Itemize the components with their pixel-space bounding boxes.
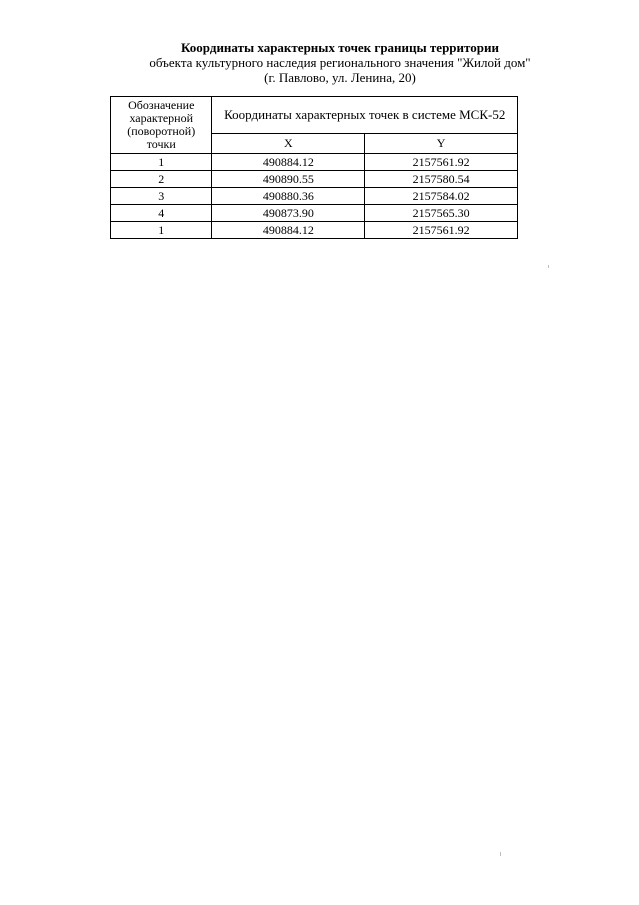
- table-row: [111, 188, 518, 205]
- cell-point: 1: [111, 154, 212, 171]
- document-title: [110, 40, 570, 85]
- cell-y: 2157565.30: [365, 205, 518, 222]
- table-row: [111, 171, 518, 188]
- table-row: [111, 205, 518, 222]
- scan-speck: [548, 265, 549, 268]
- header-coordinate-system: Координаты характерных точек в системе МСК-52: [212, 97, 518, 134]
- cell-y: 2157584.02: [365, 188, 518, 205]
- header-point-line: (поворотной): [127, 124, 196, 138]
- title-line-1: Координаты характерных точек границы территории: [181, 40, 499, 55]
- header-y: Y: [365, 134, 518, 154]
- cell-x: 490873.90: [212, 205, 365, 222]
- cell-point: 1: [111, 222, 212, 239]
- header-point-line: точки: [146, 137, 176, 151]
- cell-x: 490880.36: [212, 188, 365, 205]
- cell-point: 4: [111, 205, 212, 222]
- title-line-2: объекта культурного наследия регионального значения "Жилой дом": [149, 55, 531, 70]
- cell-x: 490890.55: [212, 171, 365, 188]
- cell-y: 2157561.92: [365, 222, 518, 239]
- cell-x: 490884.12: [212, 154, 365, 171]
- cell-x: 490884.12: [212, 222, 365, 239]
- title-line-3: (г. Павлово, ул. Ленина, 20): [264, 70, 416, 85]
- cell-point: 3: [111, 188, 212, 205]
- scan-speck: [500, 852, 501, 856]
- cell-y: 2157580.54: [365, 171, 518, 188]
- coordinates-table: [110, 96, 518, 239]
- table-row: [111, 222, 518, 239]
- header-point-line: характерной: [129, 111, 194, 125]
- table-row: [111, 154, 518, 171]
- cell-point: 2: [111, 171, 212, 188]
- header-x: X: [212, 134, 365, 154]
- header-point-designation: [111, 97, 212, 154]
- header-point-line: Обозначение: [128, 98, 195, 112]
- cell-y: 2157561.92: [365, 154, 518, 171]
